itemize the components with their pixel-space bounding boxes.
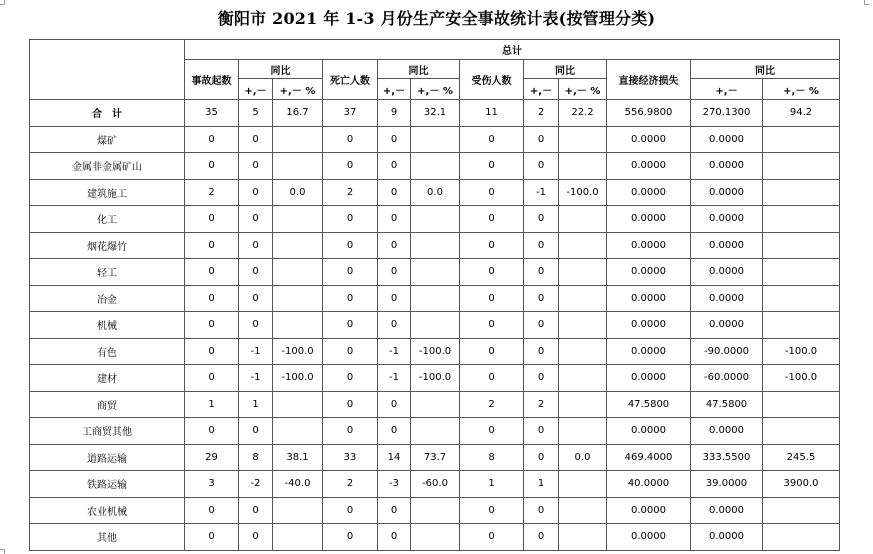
- table-cell: [411, 524, 460, 551]
- table-title: 衡阳市 2021 年 1-3 月份生产安全事故统计表(按管理分类): [217, 9, 656, 28]
- table-row: [30, 524, 840, 551]
- table-cell: [273, 126, 323, 153]
- table-cell: [763, 206, 840, 233]
- table-cell: 0.0000: [691, 497, 763, 524]
- table-cell: [763, 524, 840, 551]
- table-cell: 33: [323, 444, 378, 471]
- header-loss-yoy: 同比: [691, 60, 840, 79]
- table-cell: [559, 232, 607, 259]
- header-loss: 直接经济损失: [607, 60, 691, 100]
- table-cell: 0: [323, 285, 378, 312]
- header-loss-pm-pct: +,－ %: [763, 79, 840, 100]
- table-cell: 0: [524, 418, 559, 445]
- table-cell: -100.0: [411, 338, 460, 365]
- table-cell: 2: [323, 179, 378, 206]
- table-cell: 14: [378, 444, 411, 471]
- table-cell: 0.0000: [691, 259, 763, 286]
- table-cell: 0.0000: [691, 285, 763, 312]
- table-cell: 0: [378, 391, 411, 418]
- table-cell: 0: [185, 259, 239, 286]
- table-cell: [411, 391, 460, 418]
- table-cell: 0: [239, 206, 273, 233]
- table-cell: 0.0: [273, 179, 323, 206]
- header-accidents-pm-pct: +,－ %: [273, 79, 323, 100]
- table-cell: 0: [378, 497, 411, 524]
- table-row: [30, 418, 840, 445]
- table-cell: [273, 497, 323, 524]
- table-cell: [559, 497, 607, 524]
- table-cell: 0: [323, 365, 378, 392]
- table-cell: 5: [239, 100, 273, 127]
- table-cell: -3: [378, 471, 411, 498]
- table-cell: 1: [460, 471, 524, 498]
- table-cell: 0.0: [559, 444, 607, 471]
- table-cell: 0: [524, 285, 559, 312]
- table-cell: 270.1300: [691, 100, 763, 127]
- table-cell: 0: [239, 524, 273, 551]
- table-row: [30, 365, 840, 392]
- table-cell: [273, 524, 323, 551]
- table-cell: [559, 206, 607, 233]
- table-cell: 47.5800: [691, 391, 763, 418]
- table-cell: [559, 471, 607, 498]
- row-category: 冶金: [30, 285, 185, 312]
- table-cell: 0: [185, 232, 239, 259]
- table-row: [30, 444, 840, 471]
- table-cell: 0: [524, 206, 559, 233]
- header-deaths-pm: +,－: [378, 79, 411, 100]
- table-cell: 38.1: [273, 444, 323, 471]
- table-cell: 0: [460, 312, 524, 339]
- table-cell: [273, 418, 323, 445]
- row-category: 烟花爆竹: [30, 232, 185, 259]
- table-cell: [411, 153, 460, 180]
- table-cell: 0.0000: [607, 524, 691, 551]
- table-cell: 0: [524, 444, 559, 471]
- table-cell: 0.0000: [691, 418, 763, 445]
- row-category: 化工: [30, 206, 185, 233]
- table-cell: 29: [185, 444, 239, 471]
- table-cell: 0.0000: [691, 206, 763, 233]
- table-cell: 0: [323, 524, 378, 551]
- table-cell: 0: [185, 418, 239, 445]
- table-cell: -60.0000: [691, 365, 763, 392]
- table-cell: 0.0000: [607, 418, 691, 445]
- table-row: [30, 232, 840, 259]
- table-cell: 0: [460, 232, 524, 259]
- table-cell: 333.5500: [691, 444, 763, 471]
- table-cell: 3900.0: [763, 471, 840, 498]
- table-cell: 0: [378, 418, 411, 445]
- table-cell: [273, 285, 323, 312]
- table-cell: 0: [524, 232, 559, 259]
- table-cell: 0: [378, 206, 411, 233]
- table-cell: 0: [460, 497, 524, 524]
- table-cell: 0: [185, 153, 239, 180]
- table-cell: 0: [460, 524, 524, 551]
- table-cell: [411, 206, 460, 233]
- header-accidents-pm: +,－: [239, 79, 273, 100]
- row-category: 道路运输: [30, 444, 185, 471]
- table-row: [30, 206, 840, 233]
- table-cell: 0: [524, 126, 559, 153]
- row-category: 工商贸其他: [30, 418, 185, 445]
- table-cell: 9: [378, 100, 411, 127]
- table-cell: 94.2: [763, 100, 840, 127]
- table-cell: 0: [460, 179, 524, 206]
- table-cell: 0: [524, 153, 559, 180]
- table-cell: 1: [524, 471, 559, 498]
- header-deaths: 死亡人数: [323, 60, 378, 100]
- table-cell: [763, 126, 840, 153]
- row-category: 农业机械: [30, 497, 185, 524]
- table-cell: 0: [460, 338, 524, 365]
- table-row: [30, 497, 840, 524]
- table-cell: 0.0: [411, 179, 460, 206]
- table-cell: 0: [378, 126, 411, 153]
- table-cell: -100.0: [763, 338, 840, 365]
- table-cell: [411, 418, 460, 445]
- table-cell: [559, 365, 607, 392]
- table-cell: 35: [185, 100, 239, 127]
- table-cell: 0.0000: [691, 312, 763, 339]
- table-cell: 16.7: [273, 100, 323, 127]
- table-cell: 22.2: [559, 100, 607, 127]
- table-cell: 8: [239, 444, 273, 471]
- table-cell: 0: [239, 285, 273, 312]
- table-cell: 0: [239, 126, 273, 153]
- row-category: 其他: [30, 524, 185, 551]
- table-cell: -100.0: [763, 365, 840, 392]
- table-cell: -100.0: [411, 365, 460, 392]
- table-row: [30, 179, 840, 206]
- row-category: 轻工: [30, 259, 185, 286]
- table-cell: [273, 391, 323, 418]
- row-category: 商贸: [30, 391, 185, 418]
- table-cell: 2: [460, 391, 524, 418]
- header-injuries-pm: +,－: [524, 79, 559, 100]
- table-cell: 0: [524, 524, 559, 551]
- table-cell: 3: [185, 471, 239, 498]
- table-cell: 40.0000: [607, 471, 691, 498]
- table-row: [30, 285, 840, 312]
- table-cell: -1: [378, 338, 411, 365]
- table-cell: [763, 391, 840, 418]
- header-accidents-yoy: 同比: [239, 60, 323, 79]
- table-cell: 2: [323, 471, 378, 498]
- table-cell: 0: [185, 206, 239, 233]
- corner-mark-bottom-left: [0, 549, 5, 554]
- table-cell: 0.0000: [691, 524, 763, 551]
- table-cell: 0: [460, 418, 524, 445]
- table-cell: 0.0000: [607, 259, 691, 286]
- table-cell: 0: [185, 285, 239, 312]
- row-category: 有色: [30, 338, 185, 365]
- statistics-table: [29, 39, 840, 551]
- table-cell: [559, 312, 607, 339]
- corner-mark-top-right: [864, 0, 869, 5]
- table-cell: [559, 126, 607, 153]
- table-cell: 0: [524, 312, 559, 339]
- table-cell: 0: [378, 312, 411, 339]
- table-cell: -100.0: [273, 365, 323, 392]
- table-cell: 47.5800: [607, 391, 691, 418]
- table-cell: 0: [323, 497, 378, 524]
- table-cell: 0: [323, 232, 378, 259]
- table-cell: 0.0000: [691, 153, 763, 180]
- table-cell: 0.0000: [691, 179, 763, 206]
- table-cell: [559, 153, 607, 180]
- table-cell: 0: [378, 259, 411, 286]
- table-cell: 0: [323, 259, 378, 286]
- table-cell: 0: [185, 312, 239, 339]
- table-cell: [763, 285, 840, 312]
- header-injuries: 受伤人数: [460, 60, 524, 100]
- table-cell: [559, 524, 607, 551]
- table-cell: 32.1: [411, 100, 460, 127]
- table-cell: -60.0: [411, 471, 460, 498]
- table-cell: 0.0000: [607, 153, 691, 180]
- table-cell: 0: [239, 312, 273, 339]
- table-cell: 0: [239, 259, 273, 286]
- table-cell: [763, 179, 840, 206]
- table-cell: [763, 312, 840, 339]
- table-cell: [273, 232, 323, 259]
- table-cell: 245.5: [763, 444, 840, 471]
- table-cell: [559, 285, 607, 312]
- table-cell: 0: [185, 497, 239, 524]
- table-cell: 0: [460, 259, 524, 286]
- row-category: 机械: [30, 312, 185, 339]
- table-row: [30, 259, 840, 286]
- table-cell: 0: [323, 312, 378, 339]
- table-cell: 0: [524, 365, 559, 392]
- table-cell: [559, 418, 607, 445]
- table-cell: -1: [239, 338, 273, 365]
- table-cell: 0: [185, 338, 239, 365]
- table-cell: -1: [524, 179, 559, 206]
- table-cell: 0: [185, 126, 239, 153]
- header-total: 总计: [185, 40, 840, 60]
- table-row: [30, 312, 840, 339]
- table-cell: [411, 232, 460, 259]
- table-cell: [559, 338, 607, 365]
- table-cell: -100.0: [559, 179, 607, 206]
- table-cell: 0.0000: [607, 365, 691, 392]
- header-row-1: [30, 40, 840, 60]
- table-cell: 0.0000: [607, 179, 691, 206]
- row-category: 煤矿: [30, 126, 185, 153]
- header-injuries-yoy: 同比: [524, 60, 607, 79]
- table-row: [30, 391, 840, 418]
- table-cell: -1: [378, 365, 411, 392]
- table-cell: 556.9800: [607, 100, 691, 127]
- table-cell: 2: [524, 100, 559, 127]
- corner-mark-top-left: [0, 0, 5, 5]
- table-cell: 0.0000: [691, 126, 763, 153]
- table-cell: 8: [460, 444, 524, 471]
- table-row: [30, 338, 840, 365]
- table-cell: 0.0000: [691, 232, 763, 259]
- table-cell: 0: [460, 206, 524, 233]
- header-deaths-pm-pct: +,－ %: [411, 79, 460, 100]
- table-cell: [273, 153, 323, 180]
- table-row: [30, 471, 840, 498]
- table-cell: 0: [323, 418, 378, 445]
- table-cell: -90.0000: [691, 338, 763, 365]
- table-cell: [763, 259, 840, 286]
- row-category: 建筑施工: [30, 179, 185, 206]
- table-cell: 0: [378, 285, 411, 312]
- table-cell: [763, 232, 840, 259]
- table-cell: 2: [524, 391, 559, 418]
- table-cell: 0: [185, 365, 239, 392]
- table-cell: 0: [524, 259, 559, 286]
- table-cell: [763, 418, 840, 445]
- table-cell: [559, 259, 607, 286]
- table-cell: 0: [185, 524, 239, 551]
- table-cell: -1: [239, 365, 273, 392]
- table-cell: 0: [378, 524, 411, 551]
- table-cell: 0: [524, 338, 559, 365]
- table-cell: 1: [239, 391, 273, 418]
- table-cell: 2: [185, 179, 239, 206]
- table-row: [30, 100, 840, 127]
- header-accidents: 事故起数: [185, 60, 239, 100]
- table-cell: 11: [460, 100, 524, 127]
- table-cell: [763, 497, 840, 524]
- table-cell: 39.0000: [691, 471, 763, 498]
- table-cell: 0: [460, 285, 524, 312]
- row-category: 建材: [30, 365, 185, 392]
- header-deaths-yoy: 同比: [378, 60, 460, 79]
- table-cell: 0: [378, 179, 411, 206]
- header-blank-cell: [30, 40, 185, 100]
- table-cell: 0: [323, 126, 378, 153]
- table-cell: 0: [323, 338, 378, 365]
- table-cell: 0: [460, 153, 524, 180]
- table-cell: 0: [323, 153, 378, 180]
- table-cell: [411, 126, 460, 153]
- table-cell: [559, 391, 607, 418]
- table-cell: 0.0000: [607, 206, 691, 233]
- table-cell: 0: [323, 391, 378, 418]
- table-cell: 73.7: [411, 444, 460, 471]
- table-cell: 469.4000: [607, 444, 691, 471]
- table-cell: 0: [239, 232, 273, 259]
- table-cell: 0: [460, 126, 524, 153]
- header-injuries-pm-pct: +,－ %: [559, 79, 607, 100]
- row-category: 合 计: [30, 100, 185, 127]
- table-cell: 0: [378, 153, 411, 180]
- header-loss-pm: +,－: [691, 79, 763, 100]
- table-cell: 0.0000: [607, 338, 691, 365]
- table-cell: 0: [239, 418, 273, 445]
- table-cell: 0: [323, 206, 378, 233]
- table-cell: [411, 497, 460, 524]
- row-category: 铁路运输: [30, 471, 185, 498]
- table-cell: [411, 285, 460, 312]
- row-category: 金属非金属矿山: [30, 153, 185, 180]
- table-cell: 0: [239, 153, 273, 180]
- table-cell: 0: [524, 497, 559, 524]
- table-cell: 0.0000: [607, 312, 691, 339]
- table-cell: 0.0000: [607, 285, 691, 312]
- table-cell: [763, 153, 840, 180]
- table-cell: -40.0: [273, 471, 323, 498]
- table-cell: [273, 206, 323, 233]
- table-row: [30, 153, 840, 180]
- table-cell: 0.0000: [607, 497, 691, 524]
- table-cell: [411, 259, 460, 286]
- table-cell: [273, 259, 323, 286]
- table-cell: -2: [239, 471, 273, 498]
- table-cell: 0: [239, 497, 273, 524]
- table-cell: 0.0000: [607, 232, 691, 259]
- table-row: [30, 126, 840, 153]
- table-cell: 0.0000: [607, 126, 691, 153]
- table-cell: 0: [239, 179, 273, 206]
- table-cell: 37: [323, 100, 378, 127]
- table-cell: [273, 312, 323, 339]
- table-cell: 0: [378, 232, 411, 259]
- table-cell: -100.0: [273, 338, 323, 365]
- table-cell: 1: [185, 391, 239, 418]
- table-cell: 0: [460, 365, 524, 392]
- table-cell: [411, 312, 460, 339]
